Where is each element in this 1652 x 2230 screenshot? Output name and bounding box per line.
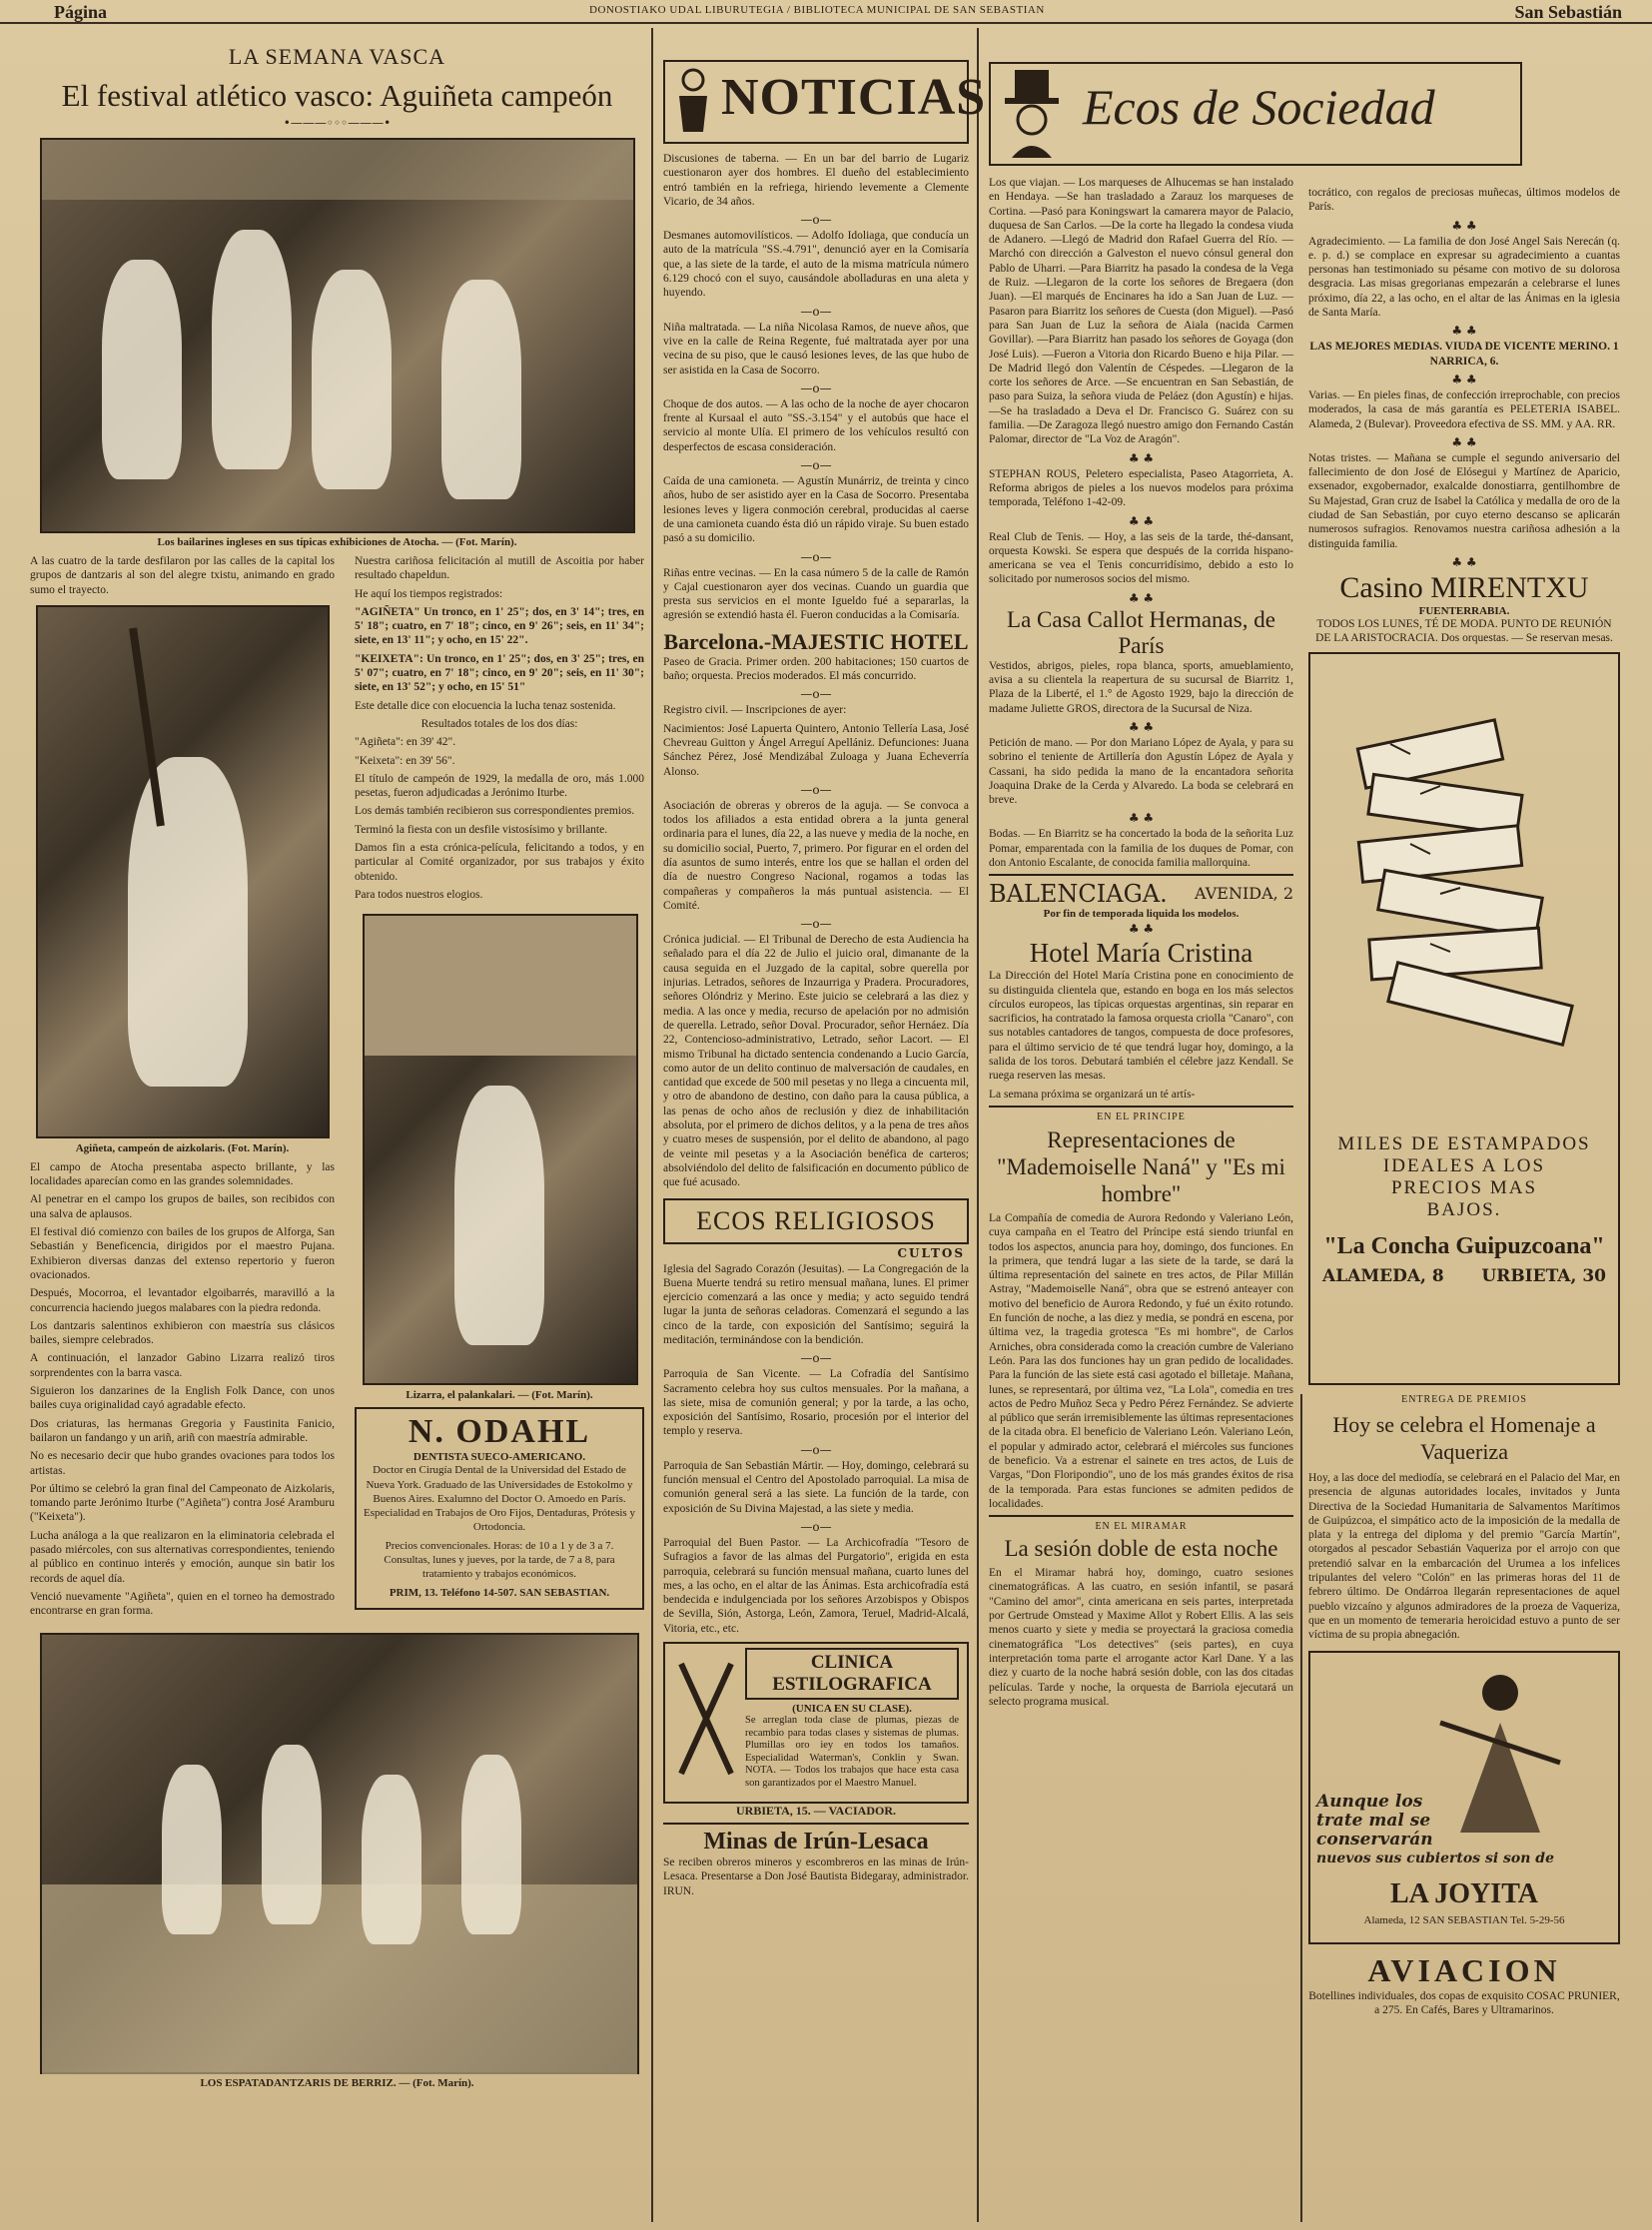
paragraph: El festival dió comienzo con bailes de los grupos de Alforga, San Sebastián y Beneficencia, dirigidos por el maestro Pujana. Exhibieron diversas danzas del extenso repertorio y fueron ovacionados. [30,1226,335,1281]
majestic-hotel-ad: Barcelona.-MAJESTIC HOTEL [663,628,969,654]
ad-line: MILES DE ESTAMPADOS [1337,1132,1591,1154]
ad-line: PRECIOS MAS [1390,1176,1538,1198]
paragraph: El campo de Atocha presentaba aspecto brillante, y las localidades aparecían como en las grandes solemnidades. [30,1160,335,1188]
ornament: •———◦◦◦———• [283,116,392,130]
noticias-title: NOTICIAS [721,69,987,126]
casino-body: TODOS LOS LUNES, TÉ DE MODA. PUNTO DE REUNIÓN DE LA ARISTOCRACIA. Dos orquestas. — Se reservan mesas. [1315,617,1613,645]
paragraph: "KEIXETA": Un tronco, en 1' 25"; dos, en 3' 25"; tres, en 5' 07"; cuatro, en 7' 18"; cinco, en 9' 20"; seis, en 11' 30"; siete, en 13' 52"; y ocho, en 15' 51" [355,652,644,694]
column-rule [651,28,653,2222]
news-item: Registro civil. — Inscripciones de ayer: [663,704,847,717]
dentist-ad [355,1407,644,1610]
paragraph: Damos fin a esta crónica-película, felicitando a todos, y en particular al Comité organizador, por sus trabajos y éxito obtenido. [355,842,644,883]
ad-body: Doctor en Cirugía Dental de la Universidad del Estado de Nueva York. Graduado de las Universidades de Estokolmo y Buenos Aires. Exalumno del Doctor O. Amoedo en París. Especialidad en Trabajos de Oro Fijos, Dentaduras, Prótesis y Ortodoncia. [364,1464,635,1534]
callot-ad-body: Vestidos, abrigos, pieles, ropa blanca, sports, amueblamiento, avisa a su clientela la reapertura de su sucursal de Biarritz 1, Plaza de la Liberté, el 1.° de Agosto 1929, bajo la dirección de madame Juliette GROS, directora de la Sucursal de Niza. [989,659,1293,715]
right-column-lower [1308,1394,1620,2224]
religious-item: Parroquia de San Vicente. — La Cofradía del Santísimo Sacramento celebra hoy sus cultos mensuales. Por la mañana, a las siete, misa de comunión general; y por la tarde, a las ocho, exposición del Santísimo, Rosario, procesión por el interior del templo y reserva. [663,1368,969,1438]
clinica-address: URBIETA, 15. — VACIADOR. [735,1804,897,1819]
paragraph: Después, Mocorroa, el levantador elgoibarrés, maravilló a la concurrencia haciendo juegos malabares con la piedra redonda. [30,1287,335,1314]
cultos-label: CULTOS [897,1245,965,1260]
balenciaga-name: BALENCIAGA. [989,880,1168,909]
news-item: Crónica judicial. — El Tribunal de Derecho de esta Audiencia ha señalado para el día 22 de Julio el juicio oral, dimanante de la causa seguida en el Juzgado de la capital, sobre querella por injurias. Letrados, señores de Inzaurriga y Pradera. Procuradores, señores Olóndriz y Merino. Este juicio se celebrará a las diez y media. A las once y media, recurso de apelación por no admisión de querella. Letrado, señor Doval. Procurador, señor Hernáez. Día 22, Contencioso-administrativo, Letrado, señor Lacort. — El mismo Tribunal ha dictado sentencia condenando a Lucio García, como autor de un delito continuo de malversación de caudales, en cantidad que excede de 500 mil pesetas y no llega a cincuenta mil, y otro de abandono de destino, con daño para la causa pública, a las penas de ocho años de reclusión y diez de inhabilitación absoluta, por el primero de dichos delitos, y a la pena de tres años y cuatro meses de suspensión, por el delito de abandono, al pago de veinte mil pesetas y a la Asociación benéfica de carteros; absolviéndolo del delito de falsificación en documento público de que fué acusado. [663,934,969,1189]
ad-line: BAJOS. [1426,1198,1502,1220]
principe-headline: Representaciones de "Mademoiselle Naná" y "Es mi hombre" [997,1126,1285,1206]
photo-aizkolari [36,605,330,1138]
ad-name: N. ODAHL [408,1413,591,1451]
page-label: Página [54,2,108,22]
news-item: Niña maltratada. — La niña Nicolasa Ramos, de nueve años, que vive en la calle de Reina Regente, fué maltratada ayer por una vecina de su piso, que le causó lesiones leves, de las que hubo de ser asistida en la Casa de Socorro. [663,321,969,376]
bell-icon [669,66,717,136]
photo-caption: Lizarra, el palankalari. — (Fot. Marín). [406,1389,593,1402]
balenciaga-ad [989,880,1293,908]
minas-ad-body: Se reciben obreros mineros y escombreros en las minas de Irún-Lesaca. Presentarse a Don José Bautista Bidegaray, administrador. IRUN. [663,1857,969,1897]
paragraph: Por último se celebró la gran final del Campeonato de Aizkolaris, tomando parte Jerónimo Iturbe ("Agiñeta") contra José Aramburu ("Keixeta"). [30,1482,335,1524]
religious-item: Parroquial del Buen Pastor. — La Archicofradía "Tesoro de Sufragios a favor de las almas del Purgatorio", erigida en esta parroquia, celebrará su función mensual mañana, cuarto lunes del mes, a las ocho, en el altar de las Ánimas. Esta archicofradía está bendecida e indulgenciada por los señores Arzobispos y Obispos de Sevilla, Sión, Astorga, León, Zamora, Teruel, Madrid-Alcalá, Vitoria, etc., etc. [663,1536,969,1635]
society-item: Notas tristes. — Mañana se cumple el segundo aniversario del fallecimiento de don José de Elósegui y Martínez de Aparicio, exsenador, exgobernador, exalcalde donostiarra, gentilhombre de Su Majestad, Gran cruz de Isabel la Católica y medalla de oro de la ciudad de San Sebastián, por cuyo eterno descanso se aplicarán numerosos sufragios. Renovamos nuestra cariñosa adhesión a la distinguida familia. [1308,451,1620,550]
la-concha-name: "La Concha Guipuzcoana" [1323,1232,1605,1259]
casino-location: FUENTERRABIA. [1418,604,1510,617]
paragraph: Lucha análoga a la que realizaron en la eliminatoria celebrada el pasado miércoles, con sus alternativas correspondientes, teniendo al público en continuo interés y emoción, aunque sin batir los records de aquel día. [30,1529,335,1585]
photo-caption: Los bailarines ingleses en sus típicas exhibiciones de Atocha. — (Fot. Marín). [157,536,517,548]
miramar-body: En el Miramar habrá hoy, domingo, cuatro sesiones cinematográficas. A las cuatro, en sesión infantil, se pasará "Camino del amor", cinta americana en seis partes, interpretada por Gertrude Omstead y Maxime Allot y Robert Ellis. A las seis menos cuarto y siete y media se proyectará la graciosa comedia cinematográfica "Los detectives" (seis partes), en cuya interpretación toma parte el arrogante actor Karl Dane. Y a las diez y cuarto de la noche habrá sesión doble, con las dos citadas películas. Tarde y noche, la orquesta de Barriola ejecutará un selecto programa musical. [989,1567,1293,1708]
ecos-religiosos-title: ECOS RELIGIOSOS [696,1205,936,1235]
news-item: Discusiones de taberna. — En un bar del barrio de Lugariz cuestionaron ayer dos hombres. El dueño del establecimiento entró también en la refriega, hiriendo levemente a Clemente Vicario, de 34 años. [663,153,969,208]
photo-espatadantzaris [40,1633,639,2074]
paragraph: El título de campeón de 1929, la medalla de oro, más 1.000 pesetas, fueron adjudicadas a Jerónimo Iturbe. [355,772,644,800]
sociedad-column: Ecos de Sociedad Los que viajan. — Los marqueses de Alhucemas se han instalado en Hendaya. —Se han trasladado a Zarauz los marqueses de Cortina. —Pasó para Koningswart la camarera mayor de Palacio, duquesa de San Carlos. —De la corte ha llegado la condesa viuda de Adanero. —Llegó de Madrid don Rafael Guerra del Río. —Marchó con dirección a Galveston el nuevo cónsul general don Pablo de Uharri. —Para Biarritz ha pasado la condesa de la Vega de Ruiz. —Llegaron de la corte los señores de Bregaera (don Juan). —El marqués de Encinares ha ido a San Juan de Luz. —Pasaron para Biarritz los señores de Cuesta (don Miguel). —Pasó para San Juan de Luz la señora de Aiala (nacida Carmen Govillar). —Para Biarritz han pasado los señores de Goyaga (don José Luis). —Fueron a Vitoria don Ricardo Bueno e hija Pilar. —De Madrid llegó don Valentín de Céspedes. —Llegaron de la corte los señores de Arce. —Se encuentran en San Sebastián, de paso para Suiza, la señora viuda de Peláez (don Agustín) e hijas. —Se ha trasladado a Deva el Dr. Francisco G. Suárez con su familia. —De Zaragoza llegó nuestro amigo don Fernando Castán Palomar, director de "La Voz de Aragón". ♣ ♣ STEPHAN ROUS, Peletero especialista, Paseo Atagorrieta, A. Reforma abrigos de pieles a los nuevos modelos para próxima temporada, Teléfono 1-42-09. ♣ ♣ Real Club de Tenis. — Hoy, a las seis de la tarde, thé-dansant, orquesta Kowski. Se espera que después de la corrida hispano-americana se vea el Tenis concurridísimo, debido a esto lo solicitado por numerosos socios del mismo. ♣ ♣ La Casa Callot Hermanas, de París Vestidos, abrigos, pieles, ropa blanca, sports, amueblamiento, avisa a su clientela la reapertura de su sucursal de Biarritz 1, Plaza de la Liberté, el 1.° de Agosto 1929, bajo la dirección de madame Juliette GROS, directora de la Sucursal de Niza. ♣ ♣ Petición de mano. — Por don Mariano López de Ayala, y para su sobrino el teniente de Artillería don Agustín López de Ayala y Cassani, ha sido pedida la mano de la encantadora señorita Joaquina Drake de la Cerda y Alvaredo. La boda se celebrará en breve. ♣ ♣ Bodas. — En Biarritz se ha concertado la boda de la señorita Luz Pomar, emparentada con la familia de los duques de Pomar, con don Antonio Escalante, de conocida familia mallorquina. BALENCIAGA. AVENIDA, 2 Por fin de temporada liquida los modelos. ♣ ♣ Hotel María Cristina La Dirección del Hotel María Cristina pone en conocimiento de su distinguida clientela que, estando en boga en los más selectos círculos europeos, las típicas orquestas argentinas, sin reparar en sacrificios, ha contratado la famosa orquesta criolla "Canaro", con sus notables cantadores de tangos, compuesta de doce profesores, para el último servicio de té que tendrá lugar hoy, domingo, a la salida de los toros. Debutará también el célebre jazz Kendall. Se ruega reserven las mesas. La semana próxima se organizará un té artís- EN EL PRINCIPE Representaciones de "Mademoiselle Naná" y "Es mi hombre" La Compañía de comedia de Aurora Redondo y Valeriano León, cuya campaña en el Teatro del Príncipe está siendo triunfal en todos los aspectos, anuncia para hoy, domingo, dos funciones. En la primera, que tendrá lugar a las siete de la tarde, se dará la última representación del sainete en tres actos, de Pilar Millán Astray, "Mademoiselle Naná", obra que se estrenó anteayer con motivo del beneficio de Aurora Redondo, y fué un éxito rotundo. En función de noche, a las diez y media, se pondrá en escena, por última vez, la tragedia grotesca "Es mi hombre", de Carlos Arniches, obra considerada como la creación cumbre de Valeriano León. Para las dos funciones hay un gran pedido de localidades. Para la función de las siete está casi agotado el billetaje. Mañana, lunes, se representará, por última vez, "La Lola", comedia en tres actos de Pedro Muñoz Seca y Pedro Pérez Fernández. Se advierte al público que serán irremisiblemente las últimas representaciones de la citada obra. El beneficio de Valeriano León. Valeriano León, el popular y admirado actor, celebrará el miércoles sus funciones de beneficio. Va a estrenar el sainete en tres actos, de Luis de Vargas, "Don Floripondio", uno de los más grandes éxitos de risa de la temporada. Para estas funciones se admiten pedidos de localidades. EN EL MIRAMAR La sesión doble de esta noche En el Miramar habrá hoy, domingo, cuatro sesiones cinematográficas. A las cuatro, en sesión infantil, se pasará "Camino del amor", cinta americana en seis partes, interpretada por Gertrude Omstead y Maxime Allot y Robert Ellis. A las seis menos cuarto y siete y media se proyectará la graciosa comedia cinematográfica "Los detectives" (seis partes), en cuya interpretación toma parte el arrogante actor Karl Dane. Y a las diez y cuarto de la noche habrá sesión doble, con las dos citadas películas. Tarde y noche, la orquesta de Barriola ejecutará un selecto programa musical. [989,28,1293,2224]
paragraph: Dos criaturas, las hermanas Gregoria y Faustinita Fanicio, bailaron un fandango y un ariñ, ariñ con maestría admirable. [30,1417,335,1444]
ecos-religiosos-banner [663,1198,969,1244]
paragraph: Venció nuevamente "Agiñeta", quien en el torneo ha demostrado encontrarse en gran forma. [30,1590,335,1618]
paragraph: Terminó la fiesta con un desfile vistosísimo y brillante. [355,823,608,836]
la-concha-address-a: ALAMEDA, 8 [1322,1265,1444,1286]
la-joyita-name: LA JOYITA [1389,1877,1539,1909]
news-item: Choque de dos autos. — A las ocho de la noche de ayer chocaron frente al Kursaal el auto "SS.-3.154" y el autobús que hace el servicio al monte Ulía. El primero de los vehículos resultó con desperfectos de escasa consideración. [663,397,969,453]
feature-headline: El festival atlético vasco: Aguiñeta campeón [61,78,613,113]
religious-item: Parroquia de San Sebastián Mártir. — Hoy, domingo, celebrará su función mensual el Centro del Apostolado parroquial. La misa de comunión general será a las siete. La función de la tarde, con exposición de Su Divina Majestad, a las siete y media. [663,1459,969,1515]
clinica-subtitle: (UNICA EN SU CLASE). [792,1703,912,1716]
ad-subtitle: DENTISTA SUECO-AMERICANO. [413,1451,586,1464]
paragraph: Siguieron los danzarines de la English Folk Dance, con unos bailes cuya originalidad cayó agradable efecto. [30,1385,335,1412]
photo-caption: LOS ESPATADANTZARIS DE BERRIZ. — (Fot. Marín). [200,2076,474,2089]
ad-line: Aunque los [1316,1791,1423,1812]
right-column: tocrático, con regalos de preciosas muñecas, últimos modelos de París. ♣ ♣ Agradecimiento. — La familia de don José Angel Sais Nerecán (q. e. p. d.) se complace en expresar su agradecimiento a cuantas personas han testimoniado su pésame con motivo de su dolorosa desgracia. Las misas gregorianas empezarán a celebrarse el lunes próximo, día 22, a las ocho, en el altar de las Ánimas en la iglesia de Santa María. ♣ ♣ LAS MEJORES MEDIAS. VIUDA DE VICENTE MERINO. 1 NARRICA, 6. ♣ ♣ Varias. — En pieles finas, de confección irreprochable, con precios moderados, la casa de más garantía es PELETERIA ISABEL. Alameda, 2 (Bulevar). Proveedora efectiva de SS. MM. y AA. RR. ♣ ♣ Notas tristes. — Mañana se cumple el segundo aniversario del fallecimiento de don José de Elósegui y Martínez de Aparicio, exsenador, exgobernador, exalcalde donostiarra, gentilhombre de Su Majestad, Gran cruz de Isabel la Católica y medalla de oro de la ciudad de San Sebastián, por cuyo eterno descanso se aplicarán numerosos sufragios. Renovamos nuestra cariñosa adhesión a la distinguida familia. ♣ ♣ Casino MIRENTXU FUENTERRABIA. TODOS LOS LUNES, TÉ DE MODA. PUNTO DE REUNIÓN DE LA ARISTOCRACIA. Dos orquestas. — Se reservan mesas. MILES DE ESTAMPADOS IDEALES A LOS PRECIOS MAS BAJOS. "La Concha Guipuzcoana" ALAMEDA, 8 URBIETA, 30 [1308,140,1620,2224]
paragraph: Al penetrar en el campo los grupos de bailes, son recibidos con una salva de aplausos. [30,1193,335,1220]
paragraph: Resultados totales de los dos días: [420,717,578,730]
society-item: Petición de mano. — Por don Mariano López de Ayala, y para su sobrino el teniente de Artillería don Agustín López de Ayala y Cassani, ha sido pedida la mano de la encantadora señorita Joaquina Drake de la Cerda y Alvaredo. La boda se celebrará en breve. [989,736,1293,807]
society-item: Agradecimiento. — La familia de don José Angel Sais Nerecán (q. e. p. d.) se complace en expresar su agradecimiento a cuantas personas han testimoniado su pésame con motivo de su dolorosa desgracia. Las misas gregorianas empezarán a celebrarse el lunes próximo, día 22, a las ocho, en el altar de las Ánimas en la iglesia de Santa María. [1308,235,1620,320]
section-title: LA SEMANA VASCA [228,44,446,69]
paragraph: He aquí los tiempos registrados: [355,587,503,600]
paragraph: "AGIÑETA" Un tronco, en 1' 25"; dos, en 3' 14"; tres, en 5' 18"; cuatro, en 7' 18"; cinco, en 9' 26"; seis, en 11' 34"; siete, en 13' 11"; y ocho, en 15' 22". [355,605,644,647]
library-watermark: DONOSTIAKO UDAL LIBURUTEGIA / BIBLIOTECA MUNICIPAL DE SAN SEBASTIAN [589,4,1045,16]
paragraph: A continuación, el lanzador Gabino Lizarra realizó tiros sorprendentes con la barra vasca. [30,1352,335,1379]
callot-ad-title: La Casa Callot Hermanas, de París [1007,606,1275,658]
principe-body: La Compañía de comedia de Aurora Redondo y Valeriano León, cuya campaña en el Teatro del Príncipe está siendo triunfal en todos los aspectos, anuncia para hoy, domingo, dos funciones. En la primera, que tendrá lugar a las siete de la tarde, se dará la última representación del sainete en tres actos, de Pilar Millán Astray, "Mademoiselle Naná", obra que se estrenó anteayer con motivo del beneficio de Aurora Redondo, y fué un éxito rotundo. En función de noche, a las diez y media, se pondrá en escena, por última vez, la tragedia grotesca "Es mi hombre", de Carlos Arniches, obra considerada como la creación cumbre de Valeriano León. Para las dos funciones hay un gran pedido de localidades. Para la función de las siete está casi agotado el billetaje. Mañana, lunes, se representará, por última vez, "La Lola", comedia en tres actos de Pedro Muñoz Seca y Pedro Pérez Fernández. Se advierte al público que serán irremisiblemente las últimas representaciones de la citada obra. El beneficio de Valeriano León. Valeriano León, el popular y admirado actor, celebrará el miércoles sus funciones de beneficio. Va a estrenar el sainete en tres actos, de Luis de Vargas, "Don Floripondio", uno de los más grandes éxitos de risa de la temporada. Para estas funciones se admiten pedidos de localidades. [989,1211,1293,1510]
paragraph: "Keixeta": en 39' 56". [355,754,455,767]
society-item: STEPHAN ROUS, Peletero especialista, Paseo Atagorrieta, A. Reforma abrigos de pieles a los nuevos modelos para próxima temporada, Teléfono 1-42-09. [989,467,1293,509]
ad-address: PRIM, 13. Teléfono 14-507. SAN SEBASTIAN. [389,1586,610,1599]
religious-item: Iglesia del Sagrado Corazón (Jesuitas). — La Congregación de la Buena Muerte tendrá su retiro mensual mañana, lunes. El primer ejercicio comenzará a las once y media; y acto seguido tendrá lugar la junta de señoras celadoras. Comenzará el segundo a las cinco de la tarde, con exposición del Santísimo; seguirá la meditación, terminándose con la bendición. [663,1262,969,1346]
section-label: EN EL MIRAMAR [1095,1521,1188,1533]
medias-ad: LAS MEJORES MEDIAS. VIUDA DE VICENTE MERINO. 1 NARRICA, 6. [1309,341,1619,368]
news-item: Riñas entre vecinas. — En la casa número 5 de la calle de Ramón y Cajal cuestionaron ayer dos vecinas. Cuando un guardia que presta sus servicios en el monte Igueldo fué a separarlas, la agresión se extendió hasta él. Fueron conducidas a la Comisaría. [663,566,969,622]
paragraph: Para todos nuestros elogios. [355,888,483,901]
paragraph: Nuestra cariñosa felicitación al mutill de Ascoitia por haber resultado chapeldun. [355,555,644,582]
ad-body: Paseo de Gracia. Primer orden. 200 habitaciones; 150 cuartos de baño; orquesta. Precios moderados. El más concurrido. [663,655,969,683]
aviacion-title: AVIACION [1367,1951,1561,1988]
top-hat-figure-icon [997,68,1067,160]
la-joyita-ad [1308,1651,1620,1944]
premios-body: Hoy, a las doce del mediodía, se celebrará en el Palacio del Mar, en presencia de algunas autoridades locales, invitados y Junta Directiva de la Sociedad Humanitaria de Salvamentos Marítimos de Guipúzcoa, el simpático acto de la imposición de la medalla de plata y la entrega del diploma y del premio "García Martín", otorgados al pescador Sebastián Vaqueriza por el arrojo con que pretendió salvar en la embarcación del Urumea a los infelices tripulantes del velero "Colón" en las primeras horas del 11 de febrero último. De Ondárroa llegarán representaciones de aquel pueblo vizcaíno y algunos admiradores de la proeza de Vaqueriza, que en un momento de temeraria heroicidad estuvo a punto de ser víctima de su propia abnegación. [1308,1472,1620,1642]
balenciaga-address: AVENIDA, 2 [1194,884,1293,904]
pen-icon [671,1654,741,1784]
clinica-title: CLINICA ESTILOGRAFICA [745,1648,959,1700]
la-joyita-address: Alameda, 12 SAN SEBASTIAN Tel. 5-29-56 [1363,1913,1565,1926]
sociedad-title: Ecos de Sociedad [1083,79,1435,135]
news-item: Nacimientos: José Lapuerta Quintero, Antonio Tellería Lasa, José Chevreau Guitton y Ángel Arreguí Apellániz. Defunciones: Juana Sánchez Pérez, José Mendizábal Zuloaga y Juana Echeverría Alonso. [663,722,969,778]
clinica-ad [663,1642,969,1804]
ad-line: trate mal se [1316,1810,1431,1831]
paragraph: Los demás también recibieron sus correspondientes premios. [355,805,635,818]
la-concha-ad [1308,652,1620,1385]
paragraph: Los dantzaris salentinos exhibieron con maestría sus clásicos bailes, siempre celebrados. [30,1319,335,1347]
minas-ad-title: Minas de Irún-Lesaca [703,1829,929,1856]
clinica-body: Se arreglan toda clase de plumas, piezas de recambio para todas clases y sistemas de plumas. Plumillas oro iey en todos los tamaños. Especialidad Waterman's, Conklin y Swan. NOTA. — Todos los trabajos que hace esta casa son garantizados por el Maestro Manuel. [745,1715,959,1789]
news-item: Caída de una camioneta. — Agustín Munárriz, de treinta y cinco años, hubo de ser asistido ayer en la Casa de Socorro. Presentaba lesiones leves y ligera conmoción cerebral, producidas al caerse de una camioneta cuando ésta dió un rápido viraje. Su buen estado pasó a su domicilio. [663,475,969,545]
society-item: tocrático, con regalos de preciosas muñecas, últimos modelos de París. [1308,187,1620,214]
ad-hours: Precios convencionales. Horas: de 10 a 1 y de 3 a 7. Consultas, lunes y jueves, por la tarde, de 7 a 8, para tratamiento y trabajos económicos. [384,1539,615,1581]
column-rule [977,28,979,2222]
premios-headline: Hoy se celebra el Homenaje a Vaqueriza [1332,1412,1596,1464]
aviacion-body: Botellines individuales, dos copas de exquisito COSAC PRUNIER, a 275. En Cafés, Bares y Ultramarinos. [1308,1989,1620,2016]
casino-mirentxu-title: Casino MIRENTXU [1339,570,1589,604]
balenciaga-subtitle: Por fin de temporada liquida los modelos. [1043,908,1239,921]
la-concha-address-b: URBIETA, 30 [1481,1265,1606,1286]
society-item: Real Club de Tenis. — Hoy, a las seis de la tarde, thé-dansant, orquesta Kowski. Se espera que después de la corrida hispano-americana se vea el Tenis concurridísimo, debido a esto lo solicitado por numerosos socios del mismo. [989,530,1293,586]
noticias-banner [663,60,987,144]
news-item: Desmanes automovilísticos. — Adolfo Idoliaga, que conducía un auto de la matrícula "SS.-4.791", denunció ayer en la Comisaría que, a las siete de la tarde, el auto de la misma matrícula número 6.129 chocó con el suyo, causándole abolladuras en una aleta y huyendo. [663,230,969,300]
column-rule [1300,1394,1302,2222]
photo-caption: Agiñeta, campeón de aizkolaris. (Fot. Marín). [75,1141,290,1154]
fabric-stack-illustration [1330,674,1600,1094]
society-item: Bodas. — En Biarritz se ha concertado la boda de la señorita Luz Pomar, emparentada con la familia de los duques de Pomar, con don Antonio Escalante, de conocida familia mallorquina. [989,828,1293,869]
paragraph: Este detalle dice con elocuencia la lucha tenaz sostenida. [355,699,616,712]
news-item: Asociación de obreras y obreros de la aguja. — Se convoca a todos los afiliados a esta entidad obrera a la junta general ordinaria para el lunes, día 22, a las nueve y media de la noche, en su domicilio social, Puerto, 7, primero. Por figurar en el orden del día asuntos de sumo interés, entre los que se hallan el orden del día de nuestro Congreso Nacional, rogamos a todas las compañeras y compañeros la más puntual asistencia. — El Comité. [663,799,969,912]
miramar-headline: La sesión doble de esta noche [1004,1536,1278,1562]
city-label: San Sebastián [1514,2,1622,22]
section-label: EN EL PRINCIPE [1097,1111,1186,1122]
page-header [0,0,1652,24]
sports-feature [30,28,644,2224]
photo-english-dancers [40,138,635,533]
paragraph: "Agiñeta": en 39' 42". [355,736,456,749]
hotel-maria-cristina-tail: La semana próxima se organizará un té artís- [989,1088,1196,1101]
society-item: Varias. — En pieles finas, de confección irreprochable, con precios moderados, la casa de más garantía es PELETERIA ISABEL. Alameda, 2 (Bulevar). Proveedora efectiva de SS. MM. y AA. RR. [1308,388,1620,430]
paragraph: A las cuatro de la tarde desfilaron por las calles de la capital los grupos de dantzaris al son del alegre txistu, animando en grado sumo el trayecto. [30,555,335,596]
section-label: ENTREGA DE PREMIOS [1401,1394,1527,1405]
society-item: Los que viajan. — Los marqueses de Alhucemas se han instalado en Hendaya. —Se han trasladado a Zarauz los marqueses de Cortina. —Pasó para Koningswart la camarera mayor de Palacio, duquesa de San Carlos. —De la corte ha llegado la condesa viuda de Adanero. —Llegó de Madrid don Rafael Guerra del Río. —Marchó con dirección a Galveston el nuevo cónsul general don Pablo de Uharri. —Para Biarritz ha pasado la condesa de la Vega de Ruiz. —Llegaron de la corte los señores de Bregaera (don Juan). —El marqués de Encinares ha ido a San Juan de Luz. —Pasaron para Biarritz los señores de Cuesta (don Miguel). —Pasó para San Juan de Luz la señora de Aiala (nacida Carmen Govillar). —Para Biarritz han pasado los señores de Goyaga (don José Luis). —Fueron a Vitoria don Ricardo Bueno e hija Pilar. —De Madrid llegó don Valentín de Céspedes. —Llegaron de la corte los señores de Arce. —Se encuentran en San Sebastián, de paso para Suiza, la señora viuda de Peláez (don Agustín) e hijas. —Se ha trasladado a Deva el Dr. Francisco G. Suárez con su familia. —De Zaragoza llegó nuestro amigo don Fernando Castán Palomar, director de "La Voz de Aragón". [989,177,1293,446]
noticias-column: NOTICIAS Discusiones de taberna. — En un bar del barrio de Lugariz cuestionaron ayer dos hombres. El dueño del establecimiento entró también en la refriega, hiriendo levemente a Clemente Vicario, de 34 años. —o— Desmanes automovilísticos. — Adolfo Idoliaga, que conducía un auto de la matrícula "SS.-4.791", denunció ayer en la Comisaría que, a las siete de la tarde, el auto de la misma matrícula número 6.129 chocó con el suyo, causándole abolladuras en una aleta y huyendo. —o— Niña maltratada. — La niña Nicolasa Ramos, de nueve años, que vive en la calle de Reina Regente, fué maltratada ayer por una vecina de su piso, que le causó lesiones leves, de las que hubo de ser asistida en la Casa de Socorro. —o— Choque de dos autos. — A las ocho de la noche de ayer chocaron frente al Kursaal el auto "SS.-3.154" y el autobús que hace el servicio al monte Ulía. El primero de los vehículos resultó con desperfectos de escasa consideración. —o— Caída de una camioneta. — Agustín Munárriz, de treinta y cinco años, hubo de ser asistido ayer en la Casa de Socorro. Presentaba lesiones leves y ligera conmoción cerebral, producidas al caerse de una camioneta cuando ésta dió un rápido viraje. Su buen estado pasó a su domicilio. —o— Riñas entre vecinas. — En la casa número 5 de la calle de Ramón y Cajal cuestionaron ayer dos vecinas. Cuando un guardia que presta sus servicios en el monte Igueldo fué a separarlas, la agresión se extendió hasta él. Fueron conducidas a la Comisaría. Barcelona.-MAJESTIC HOTEL Paseo de Gracia. Primer orden. 200 habitaciones; 150 cuartos de baño; orquesta. Precios moderados. El más concurrido. —o— Registro civil. — Inscripciones de ayer: Nacimientos: José Lapuerta Quintero, Antonio Tellería Lasa, José Chevreau Guitton y Ángel Arreguí Apellániz. Defunciones: Juana Sánchez Pérez, José Mendizábal Zuloaga y Juana Echeverría Alonso. —o— Asociación de obreras y obreros de la aguja. — Se convoca a todos los afiliados a esta entidad obrera a la junta general ordinaria para el lunes, día 22, a las nueve y media de la noche, en su domicilio social, Puerto, 7, primero. Por figurar en el orden del día asuntos de sumo interés, entre los que se hallan el orden del día de nuestro Congreso Nacional, rogamos a todas las compañeras y compañeros la más puntual asistencia. — El Comité. —o— Crónica judicial. — El Tribunal de Derecho de esta Audiencia ha señalado para el día 22 de Julio el juicio oral, dimanante de la causa seguida en el Juzgado de la capital, sobre querella por injurias. Letrados, señores de Inzaurriga y Pradera. Procuradores, señores Olóndriz y Merino. Este juicio se celebrará a las diez y media. A las once y media, recurso de apelación por no admisión de querella. Letrado, señor Doval. Procurador, señor Hernáez. Día 22, Contencioso-administrativo, Letrado, señor Lacort. — El mismo Tribunal ha dictado sentencia condenando a Lucio García, como autor de un delito continuo de malversación de caudales, en cantidad que excede de 500 mil pesetas y no llega a cincuenta mil, y otro de abandono de destino, con daño para la causa pública, a las penas de ocho años de reclusión y diez de inhabilitación absoluta, por el primero de dichos delitos, y a la pena de tres años y cuatro meses de suspensión, por el delito de abandono, al pago de veinte mil pesetas y a la Asociación benéfica de carteros; absolviéndolo del delito de falsificación en documento público de que fué acusado. ECOS RELIGIOSOS CULTOS Iglesia del Sagrado Corazón (Jesuitas). — La Congregación de la Buena Muerte tendrá su retiro mensual mañana, lunes. El primer ejercicio comenzará a las once y media; y acto seguido tendrá lugar la junta de señoras celadoras. Comenzará el segundo a las cinco de la tarde, con exposición del Santísimo; seguirá la meditación, terminándose con la bendición. —o— Parroquia de San Vicente. — La Cofradía del Santísimo Sacramento celebra hoy sus cultos mensuales. Por la mañana, a las siete, misa de comunión general; y por la tarde, a las ocho, exposición del Santísimo, Rosario, procesión por el interior del templo y reserva. —o— Parroquia de San Sebastián Mártir. — Hoy, domingo, celebrará su función mensual el Centro del Apostolado parroquial. La misa de comunión general será a las siete. La función de la tarde, con exposición de Su Divina Majestad, a las siete y media. —o— Parroquial del Buen Pastor. — La Archicofradía "Tesoro de Sufragios a favor de las almas del Purgatorio", erigida en esta parroquia, celebrará su función mensual mañana, cuarto lunes del mes, a las ocho, en el altar de las Ánimas. Esta archicofradía está bendecida e indulgenciada por los señores Arzobispos y Obispos de Sevilla, Sión, Astorga, León, Zamora, Teruel, Madrid-Alcalá, Vitoria, etc., etc. CLINICA ESTILOGRAFICA (UNICA EN SU CLASE). Se arreglan toda clase de plumas, piezas de recambio para todas clases y sistemas de plumas. Plumillas oro iey en todos los tamaños. Especialidad Waterman's, Conklin y Swan. NOTA. — Todos los trabajos que hace esta casa son garantizados por el Maestro Manuel. URBIETA, 15. — VACIADOR. Minas de Irún-Lesaca Se reciben obreros mineros y escombreros en las minas de Irún-Lesaca. Presentarse a Don José Bautista Bidegaray, administrador. IRUN. [663,28,969,2224]
ad-line: nuevos sus cubiertos si son de [1316,1850,1555,1866]
paragraph: No es necesario decir que hubo grandes ovaciones para todos los artistas. [30,1450,335,1477]
hotel-maria-cristina-title: Hotel María Cristina [1029,938,1253,969]
ad-line: IDEALES A LOS [1382,1154,1546,1176]
ad-line: conservarán [1316,1829,1433,1850]
photo-palankalari [363,914,638,1385]
hotel-maria-cristina-body: La Dirección del Hotel María Cristina pone en conocimiento de su distinguida clientela que, estando en boga en los más selectos círculos europeos, las típicas orquestas argentinas, sin reparar en sacrificios, ha contratado la famosa orquesta criolla "Canaro", con sus notables cantadores de tangos, compuesta de doce profesores, para el último servicio de té que tendrá lugar hoy, domingo, a la salida de los toros. Debutará también el célebre jazz Kendall. Se ruega reserven las mesas. [989,970,1293,1083]
